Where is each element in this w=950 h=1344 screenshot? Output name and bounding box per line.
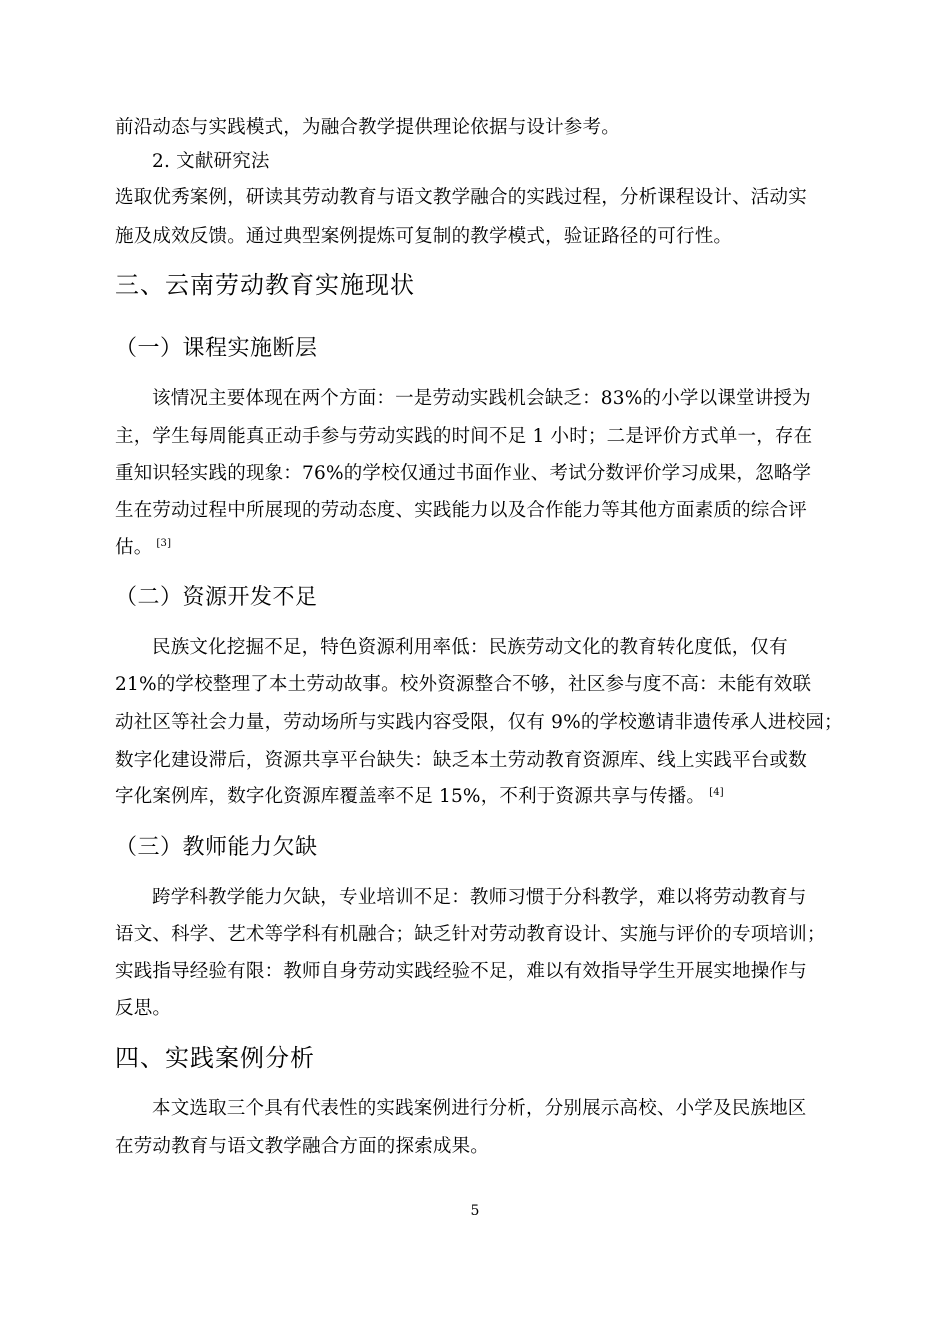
citation-ref-3: [3] xyxy=(156,537,172,549)
sub3-line-4: 反思。 xyxy=(115,998,172,1019)
sub2-line-3: 动社区等社会力量，劳动场所与实践内容受限，仅有 9%的学校邀请非遗传承人进校园； xyxy=(115,712,843,733)
citation-ref-4: [4] xyxy=(709,786,724,798)
section-3-heading: 三、云南劳动教育实施现状 xyxy=(115,271,415,299)
intro-line-3: 施及成效反馈。通过典型案例提炼可复制的教学模式，验证路径的可行性。 xyxy=(115,226,733,247)
sub1-line-4: 生在劳动过程中所展现的劳动态度、实践能力以及合作能力等其他方面素质的综合评 xyxy=(115,500,807,521)
subsection-1-heading: （一）课程实施断层 xyxy=(115,336,318,361)
intro-line-2: 选取优秀案例，研读其劳动教育与语文教学融合的实践过程，分析课程设计、活动实 xyxy=(115,187,807,208)
intro-line-1: 前沿动态与实践模式，为融合教学提供理论依据与设计参考。 xyxy=(115,117,620,138)
sub2-line-1: 民族文化挖掘不足，特色资源利用率低：民族劳动文化的教育转化度低，仅有 xyxy=(152,637,788,658)
sub2-line-5 xyxy=(115,785,724,809)
sub2-line-5-text: 字化案例库，数字化资源库覆盖率不足 15%，不利于资源共享与传播。 xyxy=(115,786,706,807)
sub3-line-3: 实践指导经验有限：教师自身劳动实践经验不足，难以有效指导学生开展实地操作与 xyxy=(115,961,807,982)
sub1-line-5 xyxy=(115,536,171,560)
method-label: 2. 文献研究法 xyxy=(152,151,270,172)
sub1-line-2: 主，学生每周能真正动手参与劳动实践的时间不足 1 小时；二是评价方式单一，存在 xyxy=(115,426,813,447)
subsection-3-heading: （三）教师能力欠缺 xyxy=(115,835,318,860)
sub1-line-3: 重知识轻实践的现象：76%的学校仅通过书面作业、考试分数评价学习成果，忽略学 xyxy=(115,463,812,484)
sec4-line-2: 在劳动教育与语文教学融合方面的探索成果。 xyxy=(115,1136,490,1157)
sub2-line-2: 21%的学校整理了本土劳动故事。校外资源整合不够，社区参与度不高：未能有效联 xyxy=(115,674,812,695)
subsection-2-heading: （二）资源开发不足 xyxy=(115,585,318,610)
section-4-heading: 四、实践案例分析 xyxy=(115,1044,315,1072)
sub2-line-4: 数字化建设滞后，资源共享平台缺失：缺乏本土劳动教育资源库、线上实践平台或数 xyxy=(115,750,807,771)
sec4-line-1: 本文选取三个具有代表性的实践案例进行分析，分别展示高校、小学及民族地区 xyxy=(152,1098,807,1119)
sub3-line-1: 跨学科教学能力欠缺，专业培训不足：教师习惯于分科教学，难以将劳动教育与 xyxy=(152,887,807,908)
sub1-line-5-text: 估。 xyxy=(115,537,153,558)
sub3-line-2: 语文、科学、艺术等学科有机融合；缺乏针对劳动教育设计、实施与评价的专项培训； xyxy=(115,924,826,945)
sub1-line-1: 该情况主要体现在两个方面：一是劳动实践机会缺乏：83%的小学以课堂讲授为 xyxy=(152,388,811,409)
page-number: 5 xyxy=(470,1203,480,1219)
